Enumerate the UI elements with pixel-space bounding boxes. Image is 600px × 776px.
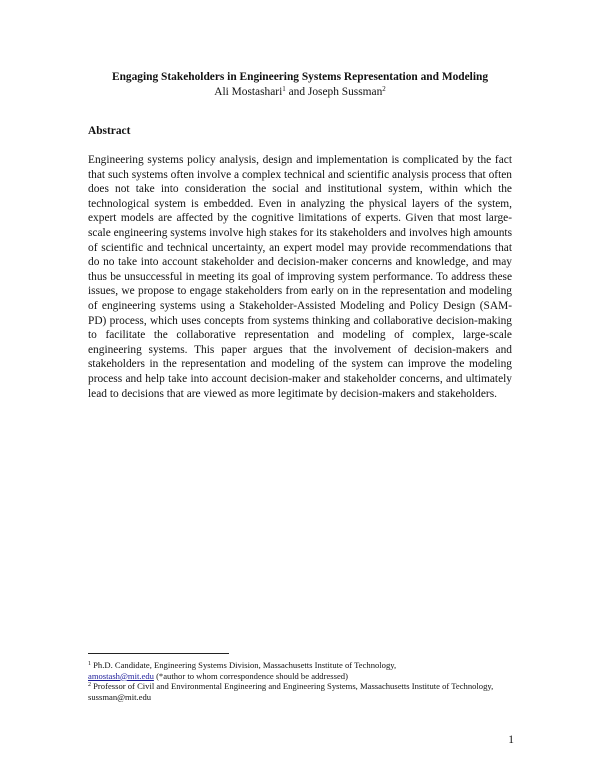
author-email-link[interactable]: amostash@mit.edu	[88, 670, 154, 681]
page-number: 1	[508, 734, 514, 746]
paper-title: Engaging Stakeholders in Engineering Systems Representation and Modeling	[111, 71, 489, 83]
author-name: Ali Mostashari	[214, 86, 283, 98]
footnote-text: (*author to whom correspondence should be addressed)	[153, 670, 348, 681]
abstract-text: Engineering systems policy analysis, design and implementation is complicated by the fact that such systems often involve a complex technical and scientific analysis process that often does not take into consideration the social and institutional system, within which the technological system is embedded. Even in analyzing the physical layers of the system, expert models are affected by the cognitive limitations of experts. Given that most large-scale engineering systems involve high stakes for its stakeholders and involves high amounts of scientific and technical uncertainty, an expert model may provide recommendations that do no take into account stakeholder and decision-maker concerns and knowledge, and may thus be unsuccessful in meeting its goal of improving system performance. To address these issues, we propose to engage stakeholders from early on in the representation and modeling of engineering systems using a Stakeholder-Assisted Modeling and Policy Design (SAM-PD) process, which uses concepts from systems thinking and collaborative decision-making to facilitate the collaborative representation and modeling of complex, large-scale engineering systems. This paper argues that the involvement of decision-makers and stakeholders in the representation and modeling of the system can improve the modeling process and help take into account decision-maker and stakeholder concerns, and ultimately lead to decisions that are viewed as more legitimate by decision-makers and stakeholders.	[88, 154, 512, 400]
footnotes	[88, 660, 518, 702]
footnote-mark: 1	[88, 661, 91, 667]
author-line	[88, 85, 512, 99]
footnote-text: Professor of Civil and Environmental Engineering and Engineering Systems, Massachusetts Institute of Technology, sussman@mit.edu	[88, 681, 494, 702]
footnote-divider	[88, 653, 229, 654]
footnote-mark: 2	[88, 682, 91, 689]
footnote-2	[88, 681, 518, 702]
footnote-1	[88, 660, 518, 681]
author-separator: and	[285, 86, 308, 98]
abstract-heading: Abstract	[88, 125, 131, 137]
footnote-text: Ph.D. Candidate, Engineering Systems Division, Massachusetts Institute of Technology,	[91, 660, 397, 670]
author-name: Joseph Sussman	[307, 86, 383, 98]
footnote-mark: 2	[382, 85, 386, 93]
footnote-mark: 1	[282, 85, 286, 93]
